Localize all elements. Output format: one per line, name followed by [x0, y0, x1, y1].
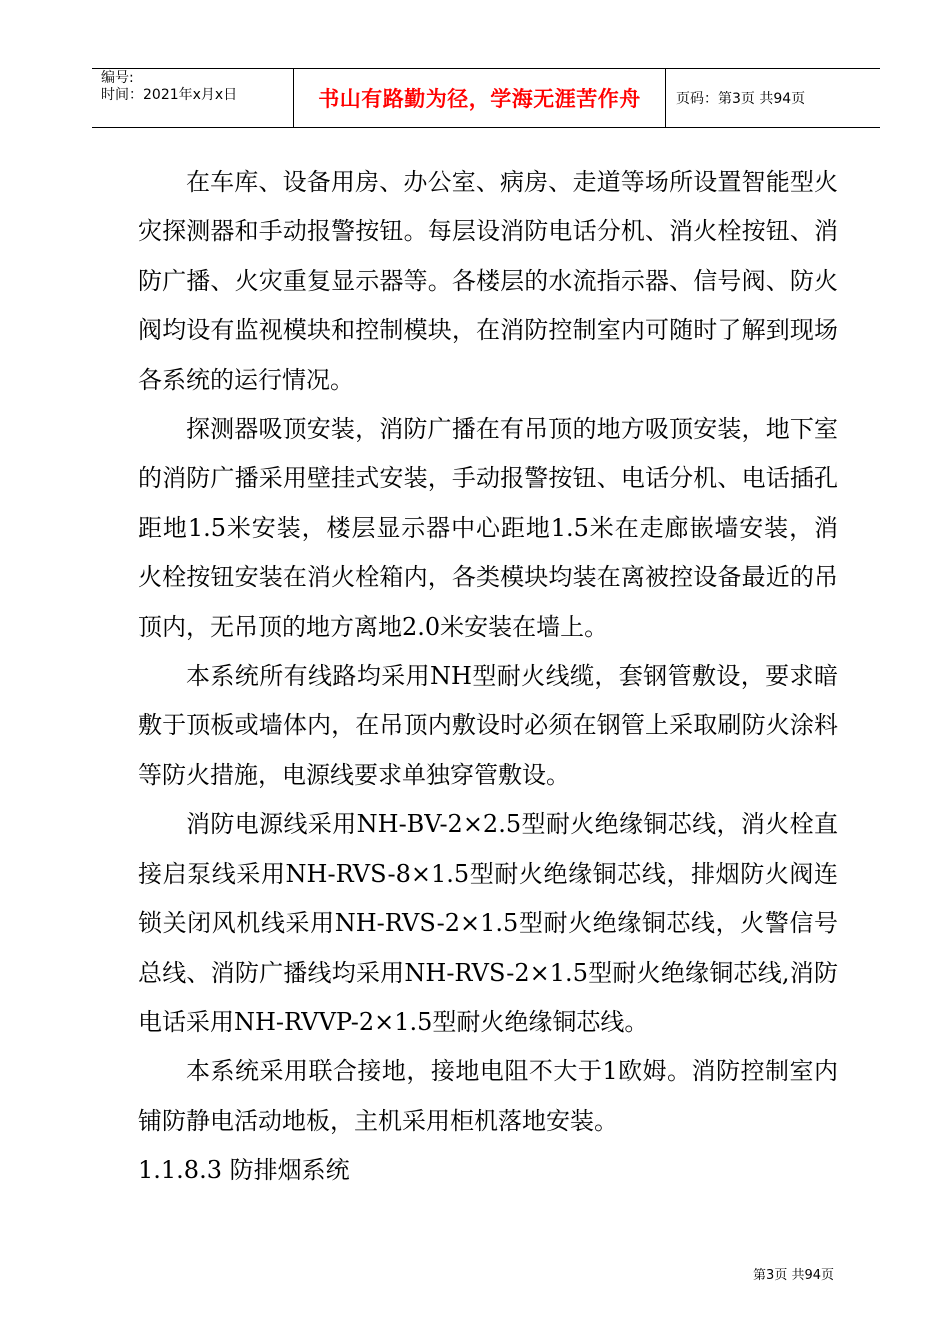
paragraph-detectors: 在车库、设备用房、办公室、病房、走道等场所设置智能型火灾探测器和手动报警按钮。每层设消防电话分机、消火栓按钮、消防广播、火灾重复显示器等。各楼层的水流指示器、信号阀、防火阀均设有监视模块和控制模块，在消防控制室内可随时了解到现场各系统的运行情况。 — [138, 168, 838, 394]
header-page-label: 页码：第3页 共94页 — [676, 91, 806, 107]
paragraph-cable-types: 消防电源线采用NH-BV-2×2.5型耐火绝缘铜芯线，消火栓直接启泵线采用NH-RVS-8×1.5型耐火绝缘铜芯线，排烟防火阀连锁关闭风机线采用NH-RVS-2×1.5型耐火绝缘铜芯线，火警信号总线、消防广播线均采用NH-RVS-2×1.5型耐火绝缘铜芯线,消防电话采用NH-RVVP-2×1.5型耐火绝缘铜芯线。 — [138, 810, 838, 1036]
header-time-label: 时间：2021年x月x日 — [101, 87, 238, 103]
header-meta — [92, 69, 294, 127]
paragraph-grounding: 本系统采用联合接地，接地电阻不大于1欧姆。消防控制室内铺防静电活动地板，主机采用柜机落地安装。 — [138, 1057, 838, 1135]
page-header — [92, 68, 880, 128]
header-motto: 书山有路勤为径，学海无涯苦作舟 — [294, 69, 666, 127]
document-body — [138, 158, 838, 1196]
page-footer: 第3页 共94页 — [753, 1268, 834, 1283]
header-code-label: 编号: — [101, 70, 134, 86]
paragraph-installation: 探测器吸顶安装，消防广播在有吊顶的地方吸顶安装，地下室的消防广播采用壁挂式安装，手动报警按钮、电话分机、电话插孔距地1.5米安装，楼层显示器中心距地1.5米在走廊嵌墙安装，消火栓按钮安装在消火栓箱内，各类模块均装在离被控设备最近的吊顶内，无吊顶的地方离地2.0米安装在墙上。 — [138, 415, 838, 641]
section-heading: 1.1.8.3 防排烟系统 — [138, 1156, 350, 1185]
paragraph-wiring: 本系统所有线路均采用NH型耐火线缆，套钢管敷设，要求暗敷于顶板或墙体内，在吊顶内敷设时必须在钢管上采取刷防火涂料等防火措施，电源线要求单独穿管敷设。 — [138, 662, 838, 789]
